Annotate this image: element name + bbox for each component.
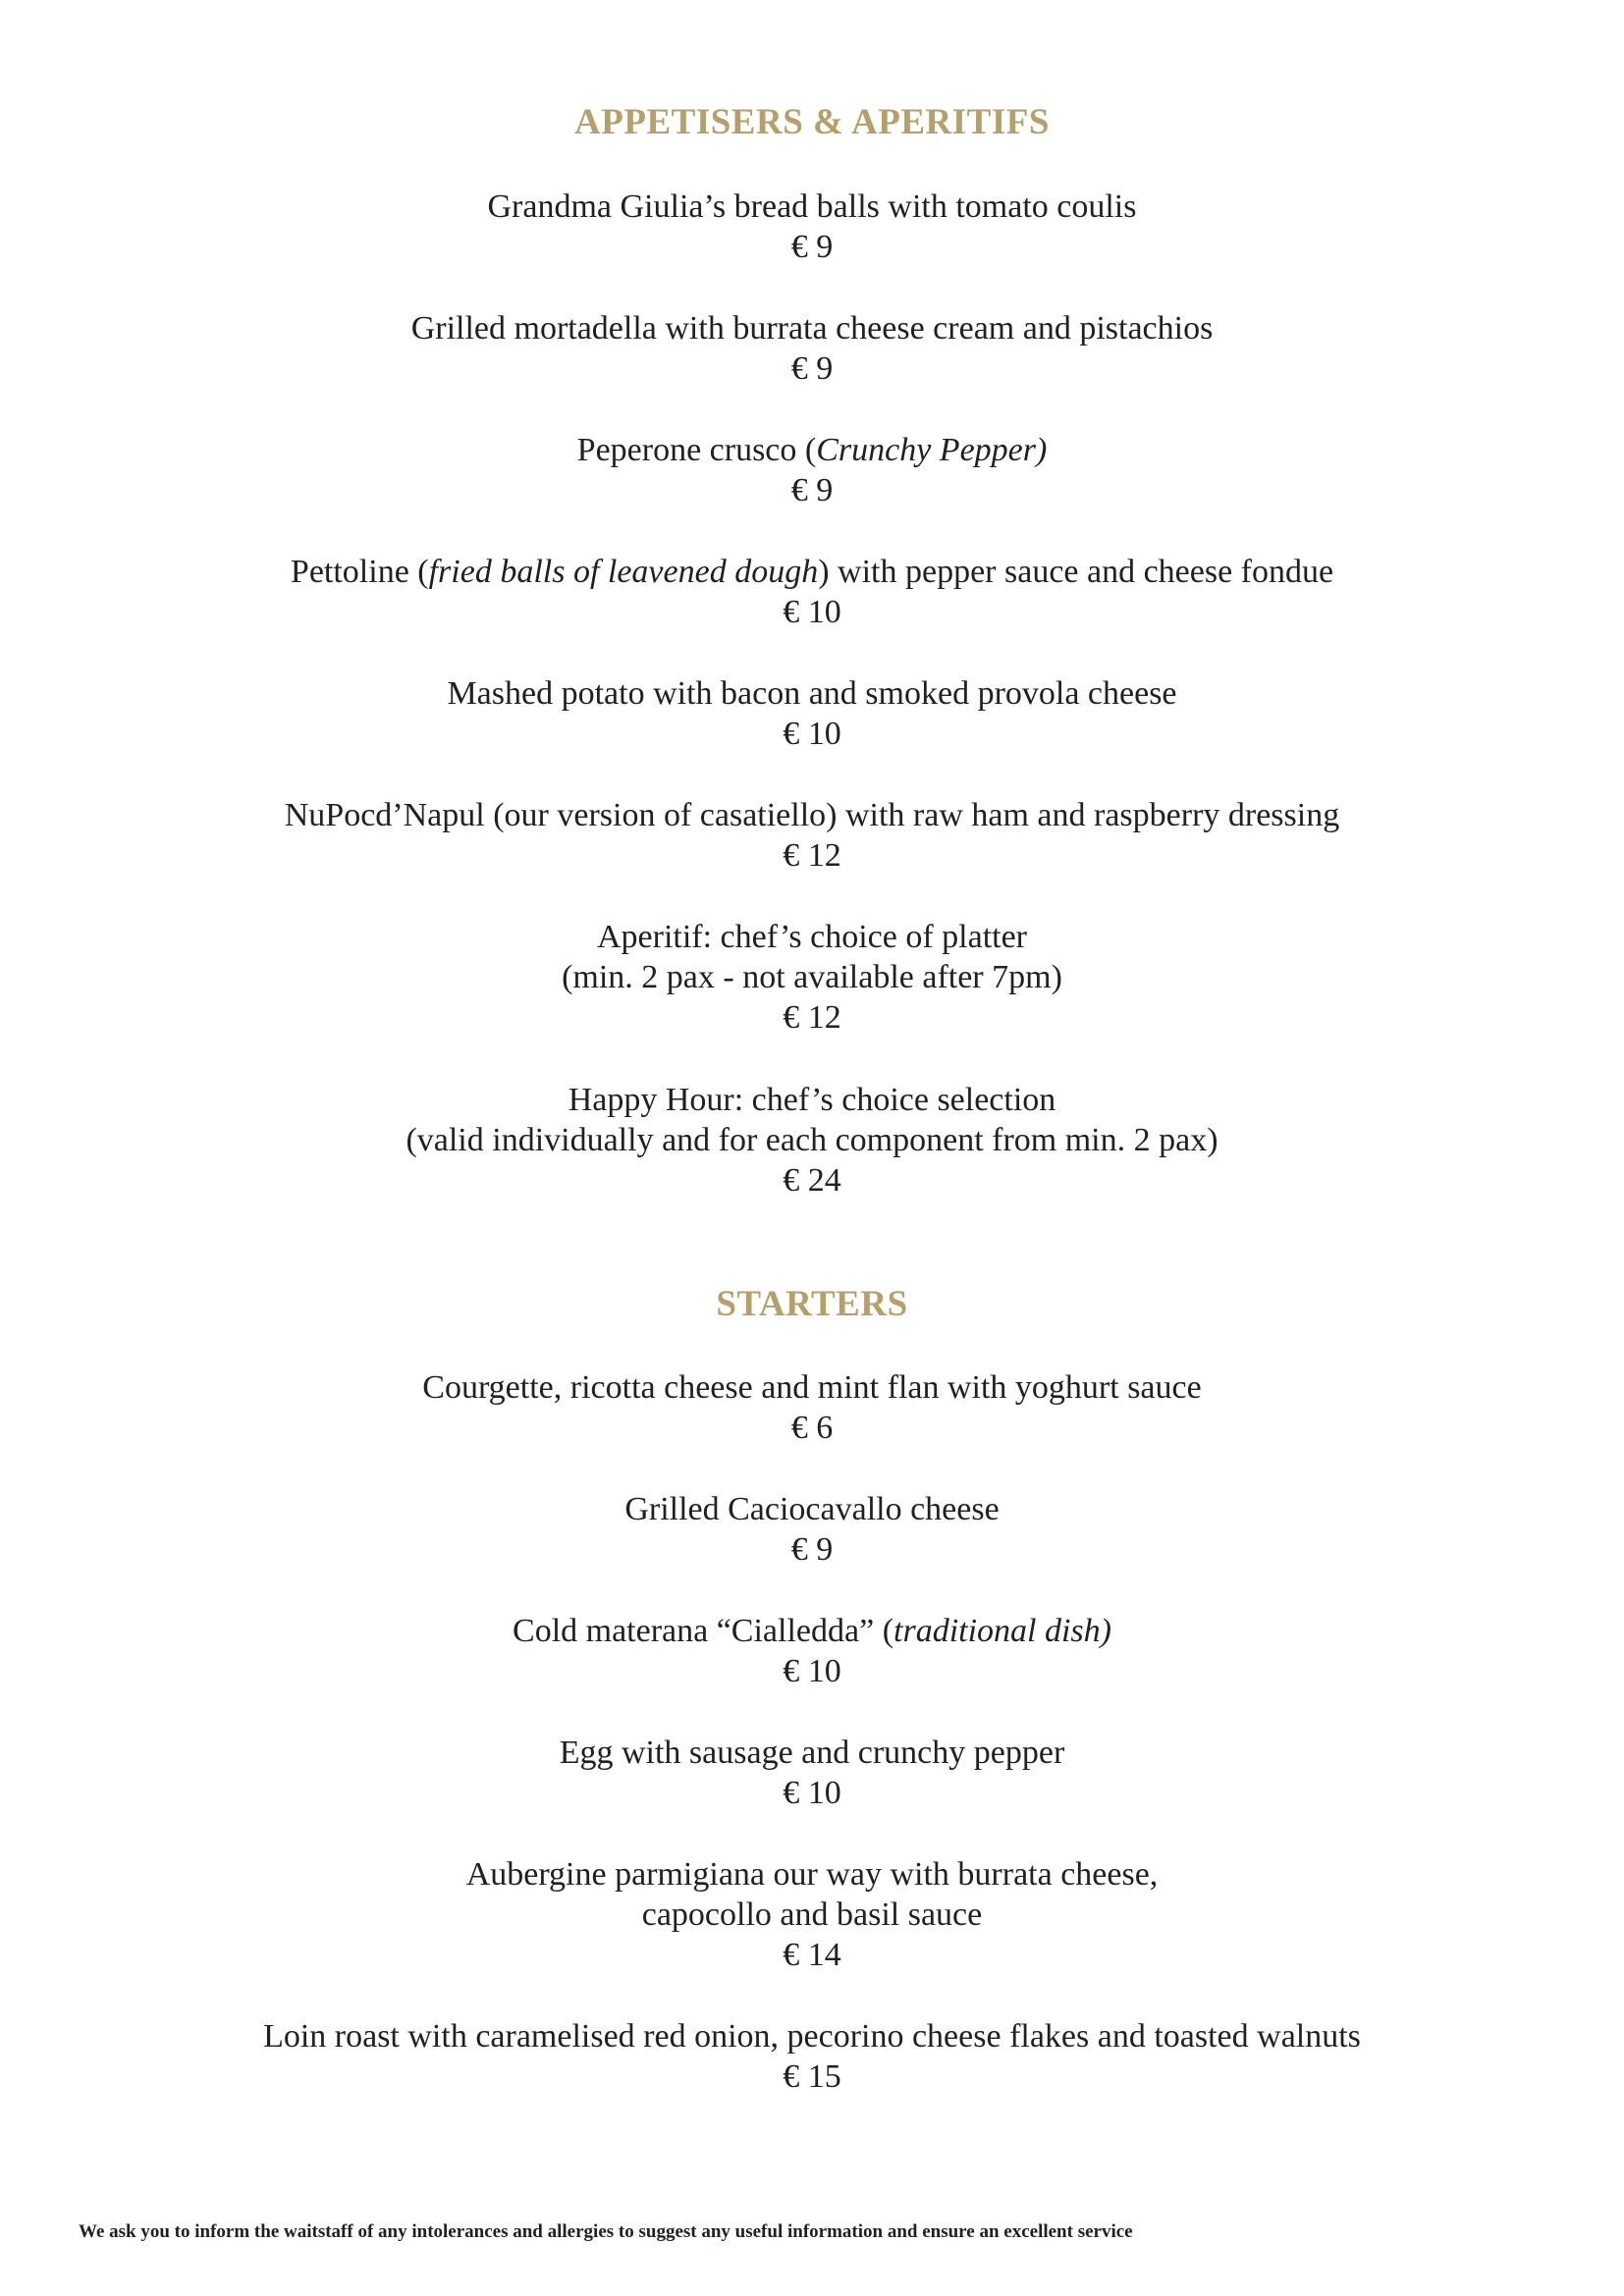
item-name: Egg with sausage and crunchy pepper <box>559 1735 1065 1771</box>
menu-item <box>0 2016 1624 2097</box>
item-name: Pettoline (fried balls of leavened dough) with pepper sauce and cheese fondue <box>290 554 1334 590</box>
item-name: Aubergine parmigiana our way with burrata cheese, <box>465 1856 1159 1893</box>
item-price: € 10 <box>783 594 841 630</box>
menu-item <box>0 1733 1624 1813</box>
item-price: € 9 <box>790 350 834 387</box>
item-price: € 10 <box>783 1775 841 1811</box>
menu-item <box>0 552 1624 632</box>
item-name: NuPocd’Napul (our version of casatiello) with raw ham and raspberry dressing <box>284 797 1340 833</box>
menu-item <box>0 1611 1624 1691</box>
item-name: Cold materana “Cialledda” (traditional dish) <box>513 1613 1111 1649</box>
section-title: STARTERS <box>716 1284 908 1324</box>
item-price: € 24 <box>783 1162 841 1199</box>
item-name: Aperitif: chef’s choice of platter <box>596 919 1027 955</box>
section-title: APPETISERS & APERITIFS <box>574 102 1050 142</box>
menu-item <box>0 1080 1624 1201</box>
item-name: Grandma Giulia’s bread balls with tomato coulis <box>487 188 1137 225</box>
section-starters <box>0 1284 1624 1325</box>
item-name: Grilled Caciocavallo cheese <box>624 1491 1000 1527</box>
menu-item <box>0 308 1624 389</box>
menu-item <box>0 917 1624 1038</box>
item-price: € 6 <box>790 1410 834 1446</box>
item-note: capocollo and basil sauce <box>641 1896 983 1933</box>
item-price: € 10 <box>783 716 841 752</box>
item-price: € 12 <box>783 999 841 1036</box>
item-price: € 12 <box>783 837 841 874</box>
section-appetisers <box>0 102 1624 143</box>
item-name: Mashed potato with bacon and smoked provola cheese <box>447 675 1177 712</box>
menu-item <box>0 795 1624 876</box>
menu-item <box>0 430 1624 510</box>
item-name: Happy Hour: chef’s choice selection <box>568 1082 1056 1118</box>
item-note: (valid individually and for each component from min. 2 pax) <box>406 1122 1218 1158</box>
item-price: € 15 <box>783 2058 841 2095</box>
item-name: Courgette, ricotta cheese and mint flan with yoghurt sauce <box>422 1369 1202 1406</box>
allergy-notice: We ask you to inform the waitstaff of any intolerances and allergies to suggest any useful information and ensure an excellent service <box>79 2221 1133 2242</box>
item-name: Peperone crusco (Crunchy Pepper) <box>576 432 1048 468</box>
menu-item <box>0 1367 1624 1448</box>
item-note: (min. 2 pax - not available after 7pm) <box>562 959 1062 995</box>
menu-item <box>0 1854 1624 1975</box>
item-name: Loin roast with caramelised red onion, pecorino cheese flakes and toasted walnuts <box>263 2018 1361 2055</box>
item-price: € 10 <box>783 1653 841 1689</box>
item-price: € 14 <box>783 1937 841 1973</box>
item-price: € 9 <box>790 472 834 508</box>
item-price: € 9 <box>790 229 834 265</box>
item-name: Grilled mortadella with burrata cheese cream and pistachios <box>410 310 1214 347</box>
menu-item <box>0 673 1624 754</box>
item-price: € 9 <box>790 1531 834 1568</box>
menu-item <box>0 187 1624 267</box>
menu-item <box>0 1489 1624 1570</box>
